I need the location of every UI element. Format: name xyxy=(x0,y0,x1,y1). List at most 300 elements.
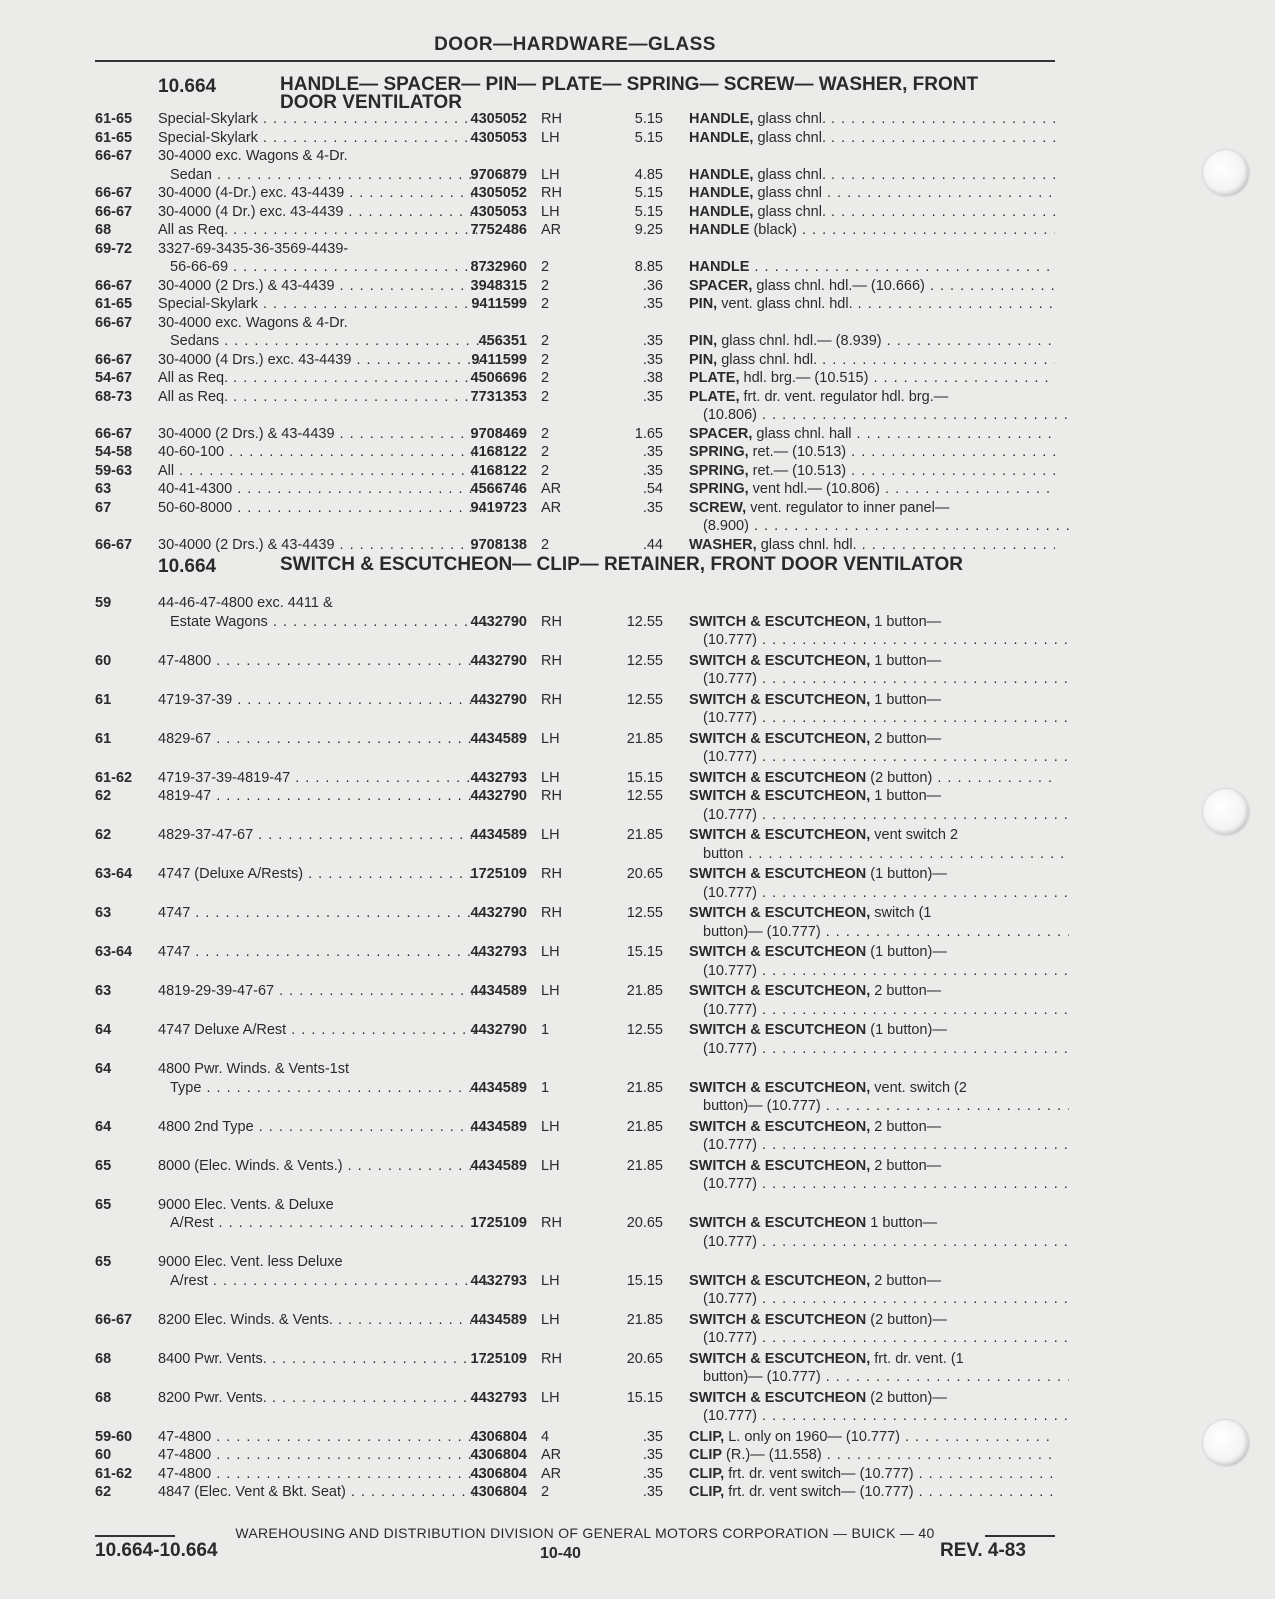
description-line: CLIP, frt. dr. vent switch— (10.777) . . . xyxy=(689,1483,1055,1502)
quantity: 1 xyxy=(541,1079,550,1096)
quantity: LH xyxy=(541,769,560,786)
part-number: 4432790 xyxy=(470,1022,527,1038)
description-keyword: SWITCH & ESCUTCHEON, xyxy=(689,1118,871,1135)
header-rule xyxy=(95,60,1055,62)
quantity: 2 xyxy=(541,1484,550,1500)
description-line: (10.777) . . . xyxy=(689,1407,1069,1426)
price: 12.55 xyxy=(626,905,663,921)
model-years: 66-67 xyxy=(95,314,133,331)
section-header xyxy=(95,554,1055,594)
table-row xyxy=(95,943,1055,982)
price: .35 xyxy=(642,1484,663,1500)
table-row xyxy=(95,1311,1055,1350)
description-line: (10.777) . . . xyxy=(689,748,1069,767)
table-row xyxy=(95,1118,1055,1157)
description-line: (10.777) . . . xyxy=(689,1136,1069,1155)
part-number: 4432790 xyxy=(470,652,527,669)
part-number: 4305052 xyxy=(470,185,527,201)
table-row xyxy=(95,351,1055,370)
description-line: SWITCH & ESCUTCHEON (2 button) . . . xyxy=(689,769,1055,788)
description-line: CLIP, L. only on 1960— (10.777) . . . xyxy=(689,1428,1055,1447)
item-description xyxy=(689,1483,1055,1502)
table-row xyxy=(95,480,1055,499)
description-line: PIN, glass chnl. hdl.— (8.939) . . . xyxy=(689,332,1055,351)
description-line: CLIP (R.)— (11.558) . . . xyxy=(689,1446,1055,1465)
description-line: SWITCH & ESCUTCHEON, 2 button— xyxy=(689,983,942,999)
price: 12.55 xyxy=(626,1022,663,1038)
item-description xyxy=(689,904,1055,941)
price: 12.55 xyxy=(626,788,663,804)
part-number: 4306804 xyxy=(470,1465,527,1482)
table-row xyxy=(95,443,1055,462)
part-number: 4432793 xyxy=(470,944,527,960)
description-line: (8.900) . . . xyxy=(689,517,1069,536)
model-line: 30-4000 exc. Wagons & 4-Dr. xyxy=(158,148,348,164)
model-line: 56-66-69 . . . xyxy=(158,258,498,277)
model-line: 9000 Elec. Vent. less Deluxe xyxy=(158,1254,343,1270)
model-years: 68 xyxy=(95,1389,112,1406)
description-keyword: SWITCH & ESCUTCHEON, xyxy=(689,691,871,708)
table-row xyxy=(95,1428,1055,1447)
model-years: 63 xyxy=(95,905,112,921)
description-keyword: SPRING, xyxy=(689,481,749,497)
part-number: 4305052 xyxy=(470,111,527,127)
part-number: 4434589 xyxy=(470,730,527,747)
price: .35 xyxy=(642,462,663,479)
model-years: 69-72 xyxy=(95,240,133,257)
model-years: 63 xyxy=(95,481,112,497)
model-years: 65 xyxy=(95,1157,112,1174)
description-line: (10.777) . . . xyxy=(689,670,1069,689)
model-line: 8200 Pwr. Vents. . . . xyxy=(158,1389,486,1408)
model-line: 44-46-47-4800 exc. 4411 & xyxy=(158,595,333,611)
table-row xyxy=(95,1253,1055,1311)
description-line: SPRING, vent hdl.— (10.806) . . . xyxy=(689,480,1055,499)
quantity: LH xyxy=(541,1272,560,1289)
quantity: LH xyxy=(541,129,560,146)
description-line: SWITCH & ESCUTCHEON, switch (1 xyxy=(689,905,932,921)
model-line: 4819-29-39-47-67 . . . xyxy=(158,982,486,1001)
quantity: LH xyxy=(541,827,560,843)
part-number: 4434589 xyxy=(470,1079,527,1096)
description-keyword: HANDLE, xyxy=(689,111,754,127)
model-line: 4819-47 . . . xyxy=(158,787,486,806)
model-line: 50-60-8000 . . . xyxy=(158,499,486,518)
quantity: LH xyxy=(541,730,560,747)
description-line: CLIP, frt. dr. vent switch— (10.777) . . . xyxy=(689,1465,1055,1484)
part-number: 1725109 xyxy=(470,1350,527,1367)
part-number: 4434589 xyxy=(470,1157,527,1174)
part-number: 9708469 xyxy=(470,425,527,442)
part-number: 8732960 xyxy=(470,259,527,275)
description-line: WASHER, glass chnl. hdl. . . . xyxy=(689,536,1055,555)
table-row xyxy=(95,787,1055,826)
table-row xyxy=(95,1196,1055,1254)
model-line: 4747 . . . xyxy=(158,943,486,962)
price: 4.85 xyxy=(634,166,663,183)
item-description xyxy=(689,203,1055,222)
description-line: SWITCH & ESCUTCHEON, 1 button— xyxy=(689,613,942,630)
description-line: HANDLE, glass chnl. . . . xyxy=(689,129,1055,148)
description-line: SWITCH & ESCUTCHEON, 1 button— xyxy=(689,652,942,669)
model-line: 3327-69-3435-36-3569-4439- xyxy=(158,240,349,257)
table-row xyxy=(95,295,1055,314)
description-keyword: SWITCH & ESCUTCHEON xyxy=(689,866,867,882)
model-years: 65 xyxy=(95,1196,112,1213)
model-line: Sedans . . . xyxy=(158,332,498,351)
model-line: Special-Skylark . . . xyxy=(158,295,486,314)
description-keyword: SPACER, xyxy=(689,425,753,442)
model-years: 61-65 xyxy=(95,296,133,312)
parts-list xyxy=(95,74,1055,1502)
quantity: AR xyxy=(541,499,562,516)
model-line: 30-4000 (2 Drs.) & 43-4439 . . . xyxy=(158,277,486,296)
quantity: RH xyxy=(541,788,562,804)
description-keyword: HANDLE xyxy=(689,222,750,238)
model-years: 61-62 xyxy=(95,769,133,786)
quantity: 2 xyxy=(541,296,550,312)
description-keyword: SCREW, xyxy=(689,499,747,516)
description-keyword: SWITCH & ESCUTCHEON, xyxy=(689,1079,871,1096)
quantity: RH xyxy=(541,905,562,921)
price: 1.65 xyxy=(634,425,663,442)
description-keyword: HANDLE xyxy=(689,259,750,275)
section-header xyxy=(95,74,1055,113)
model-years: 63-64 xyxy=(95,866,133,882)
part-number: 1725109 xyxy=(470,866,527,882)
item-description xyxy=(689,730,1055,767)
price: 15.15 xyxy=(626,769,663,786)
description-line: SWITCH & ESCUTCHEON, 1 button— xyxy=(689,691,942,708)
description-line: SWITCH & ESCUTCHEON, 2 button— xyxy=(689,1118,942,1135)
quantity: LH xyxy=(541,1311,560,1328)
item-description xyxy=(689,613,1055,650)
description-keyword: SWITCH & ESCUTCHEON xyxy=(689,944,867,960)
table-row xyxy=(95,904,1055,943)
section-title: SWITCH & ESCUTCHEON— CLIP— RETAINER, FRONT DOOR VENTILATOR xyxy=(280,554,963,575)
model-line: 8200 Elec. Winds. & Vents. . . . xyxy=(158,1311,486,1330)
description-line: (10.777) . . . xyxy=(689,1040,1069,1059)
model-line: Type . . . xyxy=(158,1079,498,1098)
model-line: A/Rest . . . xyxy=(158,1214,498,1233)
quantity: RH xyxy=(541,1215,562,1231)
part-number: 4432790 xyxy=(470,613,527,630)
description-keyword: SWITCH & ESCUTCHEON, xyxy=(689,905,871,921)
description-line: HANDLE, glass chnl. . . . xyxy=(689,110,1055,129)
description-line: HANDLE (black) . . . xyxy=(689,221,1055,240)
description-line: HANDLE, glass chnl. . . . xyxy=(689,166,1055,185)
description-line: (10.777) . . . xyxy=(689,806,1069,825)
description-line: SCREW, vent. regulator to inner panel— xyxy=(689,499,950,516)
part-number: 4566746 xyxy=(470,481,527,497)
model-years: 54-67 xyxy=(95,370,133,386)
model-line: 8000 (Elec. Winds. & Vents.) . . . xyxy=(158,1157,486,1176)
price: 12.55 xyxy=(626,691,663,708)
quantity: LH xyxy=(541,166,560,183)
price: 20.65 xyxy=(626,1215,663,1231)
description-keyword: SPACER, xyxy=(689,277,753,294)
description-line: SWITCH & ESCUTCHEON, vent switch 2 xyxy=(689,827,959,843)
description-line xyxy=(689,258,1055,277)
part-number: 4432793 xyxy=(470,769,527,786)
description-line: SWITCH & ESCUTCHEON (2 button)— xyxy=(689,1389,947,1406)
description-line: PIN, glass chnl. hdl. . . . xyxy=(689,351,1055,370)
price: 21.85 xyxy=(626,1157,663,1174)
table-row xyxy=(95,110,1055,129)
quantity: 2 xyxy=(541,536,550,553)
part-number: 4168122 xyxy=(470,462,527,479)
price: 12.55 xyxy=(626,652,663,669)
model-line: 47-4800 . . . xyxy=(158,1446,486,1465)
description-line: (10.777) . . . xyxy=(689,1329,1069,1348)
item-description xyxy=(689,1465,1055,1484)
item-description xyxy=(689,1446,1055,1465)
description-keyword: CLIP, xyxy=(689,1484,725,1500)
model-years: 63 xyxy=(95,983,112,999)
model-line: 4847 (Elec. Vent & Bkt. Seat) . . . xyxy=(158,1483,486,1502)
footer-page-number: 10-40 xyxy=(540,1545,581,1562)
description-line: (10.777) . . . xyxy=(689,1001,1069,1020)
quantity: RH xyxy=(541,691,562,708)
model-years: 54-58 xyxy=(95,444,133,460)
description-keyword: SWITCH & ESCUTCHEON xyxy=(689,1311,867,1328)
model-line: Special-Skylark . . . xyxy=(158,129,486,148)
table-row xyxy=(95,314,1055,351)
table-row xyxy=(95,240,1055,277)
model-line: 4829-67 . . . xyxy=(158,730,486,749)
part-number: 4434589 xyxy=(470,827,527,843)
part-number: 7752486 xyxy=(470,222,527,238)
description-line: HANDLE, glass chnl. . . . xyxy=(689,203,1055,222)
price: 8.85 xyxy=(634,259,663,275)
model-line: 30-4000 exc. Wagons & 4-Dr. xyxy=(158,314,348,331)
part-number: 9419723 xyxy=(470,499,527,516)
item-description xyxy=(689,826,1055,863)
model-line: 40-41-4300 . . . xyxy=(158,480,486,499)
item-description xyxy=(689,1350,1055,1387)
table-row xyxy=(95,129,1055,148)
item-description xyxy=(689,536,1055,555)
model-line: 4747 . . . xyxy=(158,904,486,923)
quantity: RH xyxy=(541,185,562,201)
description-keyword: SPRING, xyxy=(689,444,749,460)
description-keyword: SPRING, xyxy=(689,462,749,479)
item-description xyxy=(689,129,1055,148)
item-description xyxy=(689,1118,1055,1155)
part-number: 4432790 xyxy=(470,691,527,708)
model-line: 30-4000 (2 Drs.) & 43-4439 . . . xyxy=(158,536,486,555)
price: .35 xyxy=(642,1428,663,1445)
model-line: Estate Wagons . . . xyxy=(158,613,498,632)
part-number: 9411599 xyxy=(471,351,527,368)
item-description xyxy=(689,1389,1055,1426)
model-years: 66-67 xyxy=(95,425,133,442)
punch-hole-middle xyxy=(1203,789,1249,835)
model-years: 64 xyxy=(95,1061,112,1077)
description-keyword: PLATE, xyxy=(689,370,740,386)
description-keyword: CLIP xyxy=(689,1447,723,1463)
footer-rule-right xyxy=(985,1535,1055,1537)
model-years: 62 xyxy=(95,1484,112,1500)
model-years: 62 xyxy=(95,788,112,804)
item-description xyxy=(689,1272,1055,1309)
price: 12.55 xyxy=(626,613,663,630)
model-line: 30-4000 (2 Drs.) & 43-4439 . . . xyxy=(158,425,486,444)
quantity: 2 xyxy=(541,333,550,349)
model-line: 4800 Pwr. Winds. & Vents-1st xyxy=(158,1061,350,1077)
part-number: 4434589 xyxy=(470,1311,527,1328)
item-description xyxy=(689,1079,1055,1116)
item-description xyxy=(689,1157,1055,1194)
section-number: 10.664 xyxy=(158,556,217,577)
table-row xyxy=(95,1021,1055,1060)
quantity: RH xyxy=(541,866,562,882)
item-description xyxy=(689,943,1055,980)
model-years: 65 xyxy=(95,1254,112,1270)
price: .54 xyxy=(642,481,663,497)
quantity: LH xyxy=(541,983,560,999)
description-keyword: CLIP, xyxy=(689,1465,725,1482)
table-row xyxy=(95,388,1055,425)
description-keyword: SWITCH & ESCUTCHEON xyxy=(689,1022,867,1038)
model-years: 66-67 xyxy=(95,351,133,368)
description-keyword: HANDLE, xyxy=(689,129,754,146)
item-description xyxy=(689,369,1055,388)
item-description xyxy=(689,480,1055,499)
quantity: LH xyxy=(541,1157,560,1174)
description-line: SPACER, glass chnl. hall . . . xyxy=(689,425,1055,444)
quantity: AR xyxy=(541,222,562,238)
item-description xyxy=(689,110,1055,129)
description-line: SPRING, ret.— (10.513) . . . xyxy=(689,443,1055,462)
description-keyword: SWITCH & ESCUTCHEON, xyxy=(689,1272,871,1289)
section-number: 10.664 xyxy=(158,76,217,97)
model-years: 64 xyxy=(95,1022,112,1038)
item-description xyxy=(689,258,1055,277)
part-number: 4432790 xyxy=(470,905,527,921)
description-line: SWITCH & ESCUTCHEON, 1 button— xyxy=(689,788,942,804)
description-line: SWITCH & ESCUTCHEON 1 button— xyxy=(689,1215,938,1231)
table-row xyxy=(95,1483,1055,1502)
price: 21.85 xyxy=(626,827,663,843)
part-number: 9708138 xyxy=(470,536,527,553)
table-row xyxy=(95,147,1055,184)
item-description xyxy=(689,769,1055,788)
item-description xyxy=(689,1311,1055,1348)
description-line: SPACER, glass chnl. hdl.— (10.666) . . . xyxy=(689,277,1055,296)
quantity: 2 xyxy=(541,444,550,460)
part-number: 4306804 xyxy=(470,1447,527,1463)
price: .35 xyxy=(642,1465,663,1482)
quantity: LH xyxy=(541,1389,560,1406)
price: .35 xyxy=(642,444,663,460)
model-years: 66-67 xyxy=(95,203,133,220)
item-description xyxy=(689,1214,1055,1251)
table-row xyxy=(95,1060,1055,1118)
description-line: (10.806) . . . xyxy=(689,406,1069,425)
description-line: button)— (10.777) . . . xyxy=(689,923,1069,942)
price: 15.15 xyxy=(626,1272,663,1289)
description-keyword: SWITCH & ESCUTCHEON xyxy=(689,1389,867,1406)
description-line: SWITCH & ESCUTCHEON, frt. dr. vent. (1 xyxy=(689,1350,964,1367)
description-keyword: SWITCH & ESCUTCHEON xyxy=(689,1215,867,1231)
model-line: All . . . xyxy=(158,462,486,481)
part-number: 9706879 xyxy=(470,166,527,183)
part-number: 4506696 xyxy=(470,370,527,386)
price: .35 xyxy=(642,351,663,368)
footer-section-range: 10.664-10.664 xyxy=(95,1540,218,1561)
table-row xyxy=(95,652,1055,691)
table-row xyxy=(95,536,1055,555)
model-years: 66-67 xyxy=(95,185,133,201)
model-line: Special-Skylark . . . xyxy=(158,110,486,129)
quantity: 4 xyxy=(541,1428,550,1445)
description-line: SWITCH & ESCUTCHEON, vent. switch (2 xyxy=(689,1079,967,1096)
table-row xyxy=(95,184,1055,203)
description-keyword: SWITCH & ESCUTCHEON, xyxy=(689,983,871,999)
table-row xyxy=(95,594,1055,652)
price: .35 xyxy=(642,333,663,349)
description-line: (10.777) . . . xyxy=(689,884,1069,903)
item-description xyxy=(689,1021,1055,1058)
table-row xyxy=(95,425,1055,444)
table-row xyxy=(95,730,1055,769)
model-years: 59-63 xyxy=(95,462,133,479)
table-row xyxy=(95,499,1055,536)
model-years: 68-73 xyxy=(95,388,133,405)
item-description xyxy=(689,221,1055,240)
model-line: 4829-37-47-67 . . . xyxy=(158,826,486,845)
page-title: DOOR—HARDWARE—GLASS xyxy=(434,34,716,55)
item-description xyxy=(689,166,1055,185)
item-description xyxy=(689,277,1055,296)
model-line: 47-4800 . . . xyxy=(158,1428,486,1447)
description-keyword: SWITCH & ESCUTCHEON, xyxy=(689,1350,871,1367)
part-number: 4432793 xyxy=(470,1272,527,1289)
table-row xyxy=(95,1465,1055,1484)
item-description xyxy=(689,184,1055,203)
description-line: (10.777) . . . xyxy=(689,962,1069,981)
item-description xyxy=(689,332,1055,351)
part-number: 3948315 xyxy=(470,277,527,294)
model-years: 61 xyxy=(95,691,112,708)
description-keyword: WASHER, xyxy=(689,536,757,553)
model-years: 66-67 xyxy=(95,1311,133,1328)
description-keyword: SWITCH & ESCUTCHEON, xyxy=(689,1157,871,1174)
table-row xyxy=(95,221,1055,240)
description-line: (10.777) . . . xyxy=(689,1175,1069,1194)
description-line: SWITCH & ESCUTCHEON (1 button)— xyxy=(689,866,947,882)
footer-revision: REV. 4-83 xyxy=(940,1540,1026,1561)
price: 5.15 xyxy=(634,203,663,220)
part-number: 4306804 xyxy=(470,1484,527,1500)
item-description xyxy=(689,1428,1055,1447)
description-keyword: PLATE, xyxy=(689,388,740,405)
part-number: 4434589 xyxy=(470,1118,527,1135)
model-years: 66-67 xyxy=(95,536,133,553)
model-years: 66-67 xyxy=(95,148,133,164)
model-years: 60 xyxy=(95,1447,112,1463)
model-years: 60 xyxy=(95,652,112,669)
quantity: LH xyxy=(541,1118,560,1135)
model-years: 61 xyxy=(95,730,112,747)
model-line: 30-4000 (4 Drs.) exc. 43-4439 . . . xyxy=(158,351,486,370)
table-row xyxy=(95,982,1055,1021)
part-number: 4432790 xyxy=(470,788,527,804)
part-number: 4306804 xyxy=(470,1428,527,1445)
quantity: RH xyxy=(541,111,562,127)
part-number: 4305053 xyxy=(470,203,527,220)
